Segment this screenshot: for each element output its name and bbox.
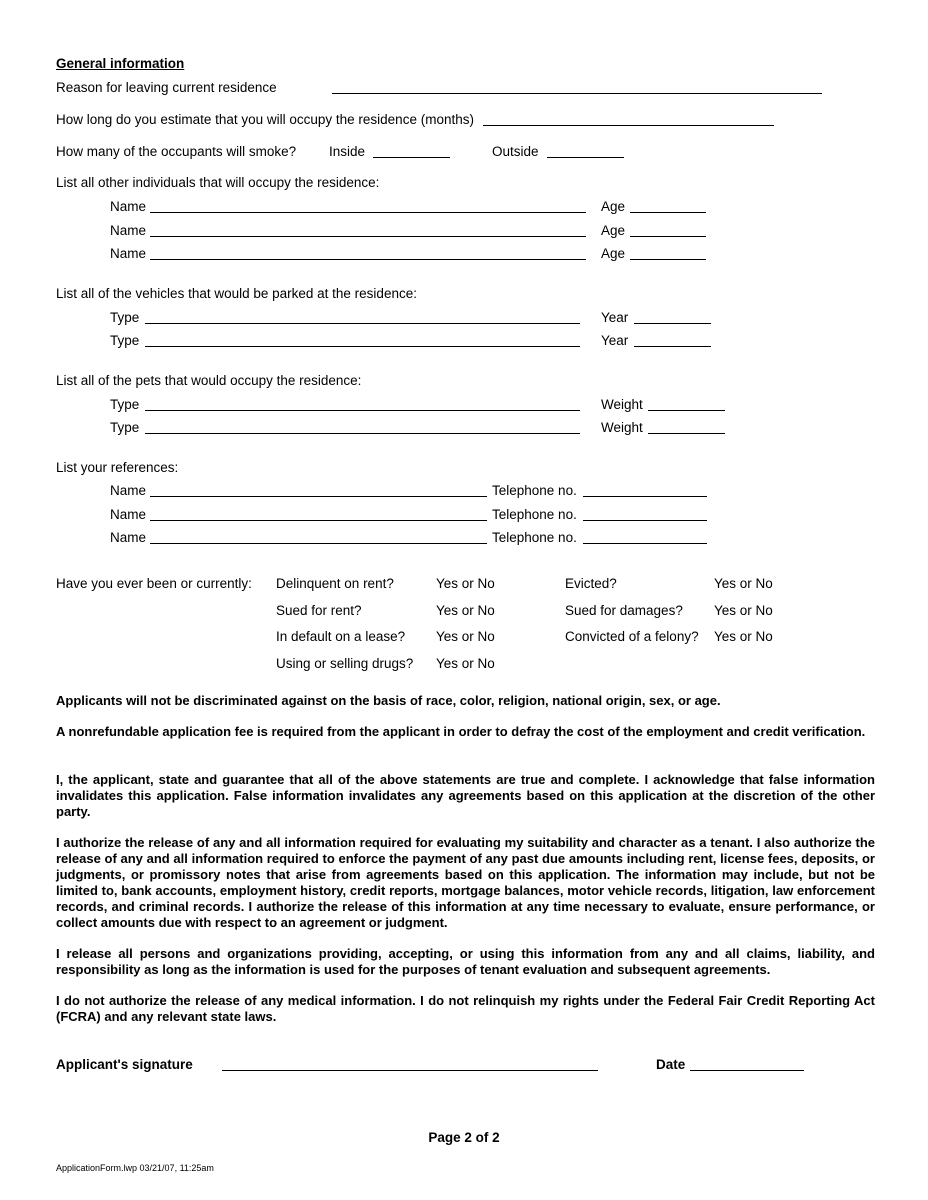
vehicle-year-field[interactable]: [634, 346, 711, 347]
reference-name-label: Name: [110, 507, 147, 522]
question-sued-rent: Sued for rent?: [276, 603, 362, 618]
reference-phone-field[interactable]: [583, 520, 707, 521]
occupant-name-label: Name: [110, 199, 147, 214]
date-label: Date: [656, 1057, 686, 1072]
file-stamp: ApplicationForm.lwp 03/21/07, 11:25am: [56, 1163, 214, 1173]
reference-name-label: Name: [110, 530, 147, 545]
statement-guarantee: I, the applicant, state and guarantee that all of the above statements are true and complete. I acknowledge that false information invalidates this application. False information invalidates any agreements based on this application at the discretion of the other party.: [56, 772, 875, 819]
outside-smokers-field[interactable]: [547, 157, 624, 158]
pet-type-field[interactable]: [145, 433, 580, 434]
statement-release: I release all persons and organizations providing, accepting, or using this information from any and all claims, liability, and responsibility as long as the information is used for the purposes of tenant evaluation and subsequent agreements.: [56, 946, 875, 977]
reference-name-label: Name: [110, 483, 147, 498]
vehicle-type-label: Type: [110, 333, 140, 348]
vehicle-type-field[interactable]: [145, 323, 580, 324]
occupant-age-label: Age: [601, 246, 626, 261]
occupant-name-field[interactable]: [150, 236, 586, 237]
pet-type-label: Type: [110, 397, 140, 412]
duration-field[interactable]: [483, 125, 774, 126]
question-delinquent: Delinquent on rent?: [276, 576, 394, 591]
occupant-age-field[interactable]: [630, 259, 706, 260]
page-number: Page 2 of 2: [428, 1130, 500, 1145]
outside-label: Outside: [492, 144, 539, 159]
vehicle-type-label: Type: [110, 310, 140, 325]
occupant-name-field[interactable]: [150, 259, 586, 260]
smoke-label: How many of the occupants will smoke?: [56, 144, 297, 159]
history-prompt: Have you ever been or currently:: [56, 576, 252, 591]
question-felony: Convicted of a felony?: [565, 629, 699, 644]
inside-label: Inside: [329, 144, 366, 159]
inside-smokers-field[interactable]: [373, 157, 450, 158]
section-heading-general: General information: [56, 56, 185, 71]
vehicles-heading: List all of the vehicles that would be parked at the residence:: [56, 286, 417, 301]
occupant-name-label: Name: [110, 223, 147, 238]
reference-phone-label: Telephone no.: [492, 507, 577, 522]
vehicle-year-label: Year: [601, 310, 629, 325]
vehicle-year-label: Year: [601, 333, 629, 348]
pet-weight-field[interactable]: [648, 410, 725, 411]
duration-label: How long do you estimate that you will occupy the residence (months): [56, 112, 474, 127]
occupant-age-label: Age: [601, 199, 626, 214]
occupant-name-field[interactable]: [150, 212, 586, 213]
yes-no-felony[interactable]: Yes or No: [714, 629, 773, 644]
yes-no-delinquent[interactable]: Yes or No: [436, 576, 495, 591]
yes-no-drugs[interactable]: Yes or No: [436, 656, 495, 671]
reference-name-field[interactable]: [150, 496, 487, 497]
yes-no-evicted[interactable]: Yes or No: [714, 576, 773, 591]
reference-name-field[interactable]: [150, 543, 487, 544]
statement-medical-fcra: I do not authorize the release of any medical information. I do not relinquish my rights under the Federal Fair Credit Reporting Act (FCRA) and any relevant state laws.: [56, 993, 875, 1024]
reference-phone-field[interactable]: [583, 496, 707, 497]
pet-type-label: Type: [110, 420, 140, 435]
reference-phone-field[interactable]: [583, 543, 707, 544]
reason-field[interactable]: [332, 93, 822, 94]
yes-no-sued-rent[interactable]: Yes or No: [436, 603, 495, 618]
occupant-age-field[interactable]: [630, 236, 706, 237]
occupant-age-label: Age: [601, 223, 626, 238]
question-drugs: Using or selling drugs?: [276, 656, 414, 671]
pet-weight-field[interactable]: [648, 433, 725, 434]
question-evicted: Evicted?: [565, 576, 617, 591]
question-default-lease: In default on a lease?: [276, 629, 406, 644]
reference-name-field[interactable]: [150, 520, 487, 521]
statement-nondiscrimination: Applicants will not be discriminated against on the basis of race, color, religion, national origin, sex, or age.: [56, 693, 721, 708]
pets-heading: List all of the pets that would occupy the residence:: [56, 373, 362, 388]
reference-phone-label: Telephone no.: [492, 530, 577, 545]
reason-label: Reason for leaving current residence: [56, 80, 277, 95]
yes-no-default-lease[interactable]: Yes or No: [436, 629, 495, 644]
yes-no-sued-damages[interactable]: Yes or No: [714, 603, 773, 618]
signature-field[interactable]: [222, 1070, 598, 1071]
vehicle-year-field[interactable]: [634, 323, 711, 324]
date-field[interactable]: [690, 1070, 804, 1071]
pet-weight-label: Weight: [601, 420, 643, 435]
pet-weight-label: Weight: [601, 397, 643, 412]
occupant-name-label: Name: [110, 246, 147, 261]
statement-authorization: I authorize the release of any and all information required for evaluating my suitability and character as a tenant. I also authorize the release of any and all information required to enforce the payment of any past due amounts including rent, license fees, deposits, or judgments, or promissory notes that arise from agreements based on this application. The information may include, but not be limited to, bank accounts, employment history, credit reports, mortgage balances, motor vehicle records, litigation, law enforcement records, and criminal records. I authorize the release of this information at any time necessary to evaluate, ensure performance, or collect amounts due with respect to an agreement or judgment.: [56, 835, 875, 930]
pet-type-field[interactable]: [145, 410, 580, 411]
reference-phone-label: Telephone no.: [492, 483, 577, 498]
references-heading: List your references:: [56, 460, 179, 475]
vehicle-type-field[interactable]: [145, 346, 580, 347]
occupants-heading: List all other individuals that will occupy the residence:: [56, 175, 380, 190]
occupant-age-field[interactable]: [630, 212, 706, 213]
statement-application-fee: A nonrefundable application fee is required from the applicant in order to defray the cost of the employment and credit verification.: [56, 724, 866, 739]
signature-label: Applicant's signature: [56, 1057, 193, 1072]
question-sued-damages: Sued for damages?: [565, 603, 683, 618]
